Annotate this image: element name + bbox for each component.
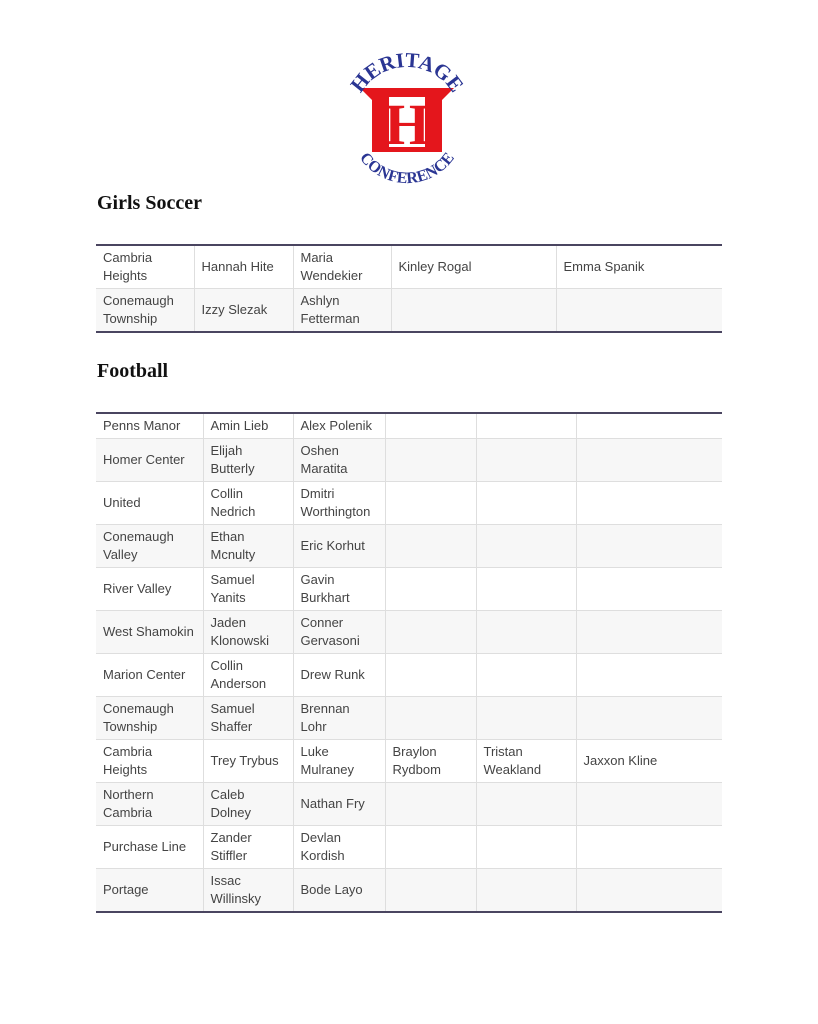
player-cell: [476, 611, 576, 654]
team-cell: Cambria Heights: [96, 245, 194, 289]
player-cell: [476, 568, 576, 611]
girls-soccer-table: [96, 244, 722, 333]
player-cell: [391, 289, 556, 333]
player-cell: [556, 289, 722, 333]
player-cell: [476, 439, 576, 482]
player-cell: [576, 413, 722, 439]
table-row: [96, 568, 722, 611]
player-cell: [476, 869, 576, 913]
player-cell: Devlan Kordish: [293, 826, 385, 869]
player-cell: [576, 869, 722, 913]
player-cell: [385, 482, 476, 525]
table-row: [96, 869, 722, 913]
player-cell: [385, 783, 476, 826]
player-cell: Drew Runk: [293, 654, 385, 697]
table-row: [96, 783, 722, 826]
player-cell: Brennan Lohr: [293, 697, 385, 740]
team-cell: Portage: [96, 869, 203, 913]
team-cell: Homer Center: [96, 439, 203, 482]
team-cell: Marion Center: [96, 654, 203, 697]
team-cell: United: [96, 482, 203, 525]
player-cell: Ethan Mcnulty: [203, 525, 293, 568]
player-cell: Ashlyn Fetterman: [293, 289, 391, 333]
table-row: [96, 826, 722, 869]
logo-letter: H: [384, 92, 430, 157]
team-cell: Cambria Heights: [96, 740, 203, 783]
player-cell: Eric Korhut: [293, 525, 385, 568]
football-table: [96, 412, 722, 913]
player-cell: [385, 869, 476, 913]
player-cell: Jaxxon Kline: [576, 740, 722, 783]
player-cell: Kinley Rogal: [391, 245, 556, 289]
player-cell: Emma Spanik: [556, 245, 722, 289]
player-cell: Elijah Butterly: [203, 439, 293, 482]
player-cell: [576, 697, 722, 740]
player-cell: Samuel Yanits: [203, 568, 293, 611]
player-cell: [385, 826, 476, 869]
player-cell: Zander Stiffler: [203, 826, 293, 869]
player-cell: [476, 783, 576, 826]
table-row: [96, 413, 722, 439]
team-cell: Conemaugh Township: [96, 697, 203, 740]
player-cell: Braylon Rydbom: [385, 740, 476, 783]
team-cell: Conemaugh Valley: [96, 525, 203, 568]
player-cell: Jaden Klonowski: [203, 611, 293, 654]
player-cell: Trey Trybus: [203, 740, 293, 783]
team-cell: River Valley: [96, 568, 203, 611]
logo-bottom-text: CONFERENCE: [356, 149, 458, 185]
player-cell: Amin Lieb: [203, 413, 293, 439]
team-cell: Northern Cambria: [96, 783, 203, 826]
player-cell: Samuel Shaffer: [203, 697, 293, 740]
table-row: [96, 611, 722, 654]
team-cell: Purchase Line: [96, 826, 203, 869]
player-cell: Dmitri Worthington: [293, 482, 385, 525]
table-row: [96, 697, 722, 740]
player-cell: [476, 413, 576, 439]
player-cell: [385, 568, 476, 611]
player-cell: Collin Nedrich: [203, 482, 293, 525]
player-cell: Oshen Maratita: [293, 439, 385, 482]
player-cell: [576, 826, 722, 869]
player-cell: [576, 439, 722, 482]
player-cell: [476, 826, 576, 869]
player-cell: Nathan Fry: [293, 783, 385, 826]
table-row: [96, 245, 722, 289]
team-cell: West Shamokin: [96, 611, 203, 654]
player-cell: [576, 525, 722, 568]
player-cell: [476, 525, 576, 568]
table-row: [96, 289, 722, 333]
team-cell: Penns Manor: [96, 413, 203, 439]
player-cell: [385, 611, 476, 654]
player-cell: Conner Gervasoni: [293, 611, 385, 654]
player-cell: Alex Polenik: [293, 413, 385, 439]
player-cell: [476, 654, 576, 697]
player-cell: Hannah Hite: [194, 245, 293, 289]
player-cell: Bode Layo: [293, 869, 385, 913]
player-cell: [576, 611, 722, 654]
table-row: [96, 482, 722, 525]
team-cell: Conemaugh Township: [96, 289, 194, 333]
player-cell: [576, 482, 722, 525]
heritage-conference-logo: [342, 50, 472, 185]
table-row: [96, 439, 722, 482]
player-cell: [385, 697, 476, 740]
table-row: [96, 525, 722, 568]
section-title-football: Football: [97, 360, 169, 382]
player-cell: Tristan Weakland: [476, 740, 576, 783]
player-cell: [385, 654, 476, 697]
player-cell: Izzy Slezak: [194, 289, 293, 333]
player-cell: [476, 697, 576, 740]
player-cell: Maria Wendekier: [293, 245, 391, 289]
player-cell: Issac Willinsky: [203, 869, 293, 913]
table-row: [96, 740, 722, 783]
player-cell: [385, 413, 476, 439]
player-cell: Collin Anderson: [203, 654, 293, 697]
player-cell: [385, 525, 476, 568]
player-cell: [576, 568, 722, 611]
player-cell: [576, 783, 722, 826]
table-row: [96, 654, 722, 697]
player-cell: [476, 482, 576, 525]
player-cell: [576, 654, 722, 697]
player-cell: [385, 439, 476, 482]
player-cell: Luke Mulraney: [293, 740, 385, 783]
logo-top-text: HERITAGE: [345, 50, 469, 97]
player-cell: Gavin Burkhart: [293, 568, 385, 611]
player-cell: Caleb Dolney: [203, 783, 293, 826]
section-title-girls-soccer: Girls Soccer: [97, 192, 202, 214]
